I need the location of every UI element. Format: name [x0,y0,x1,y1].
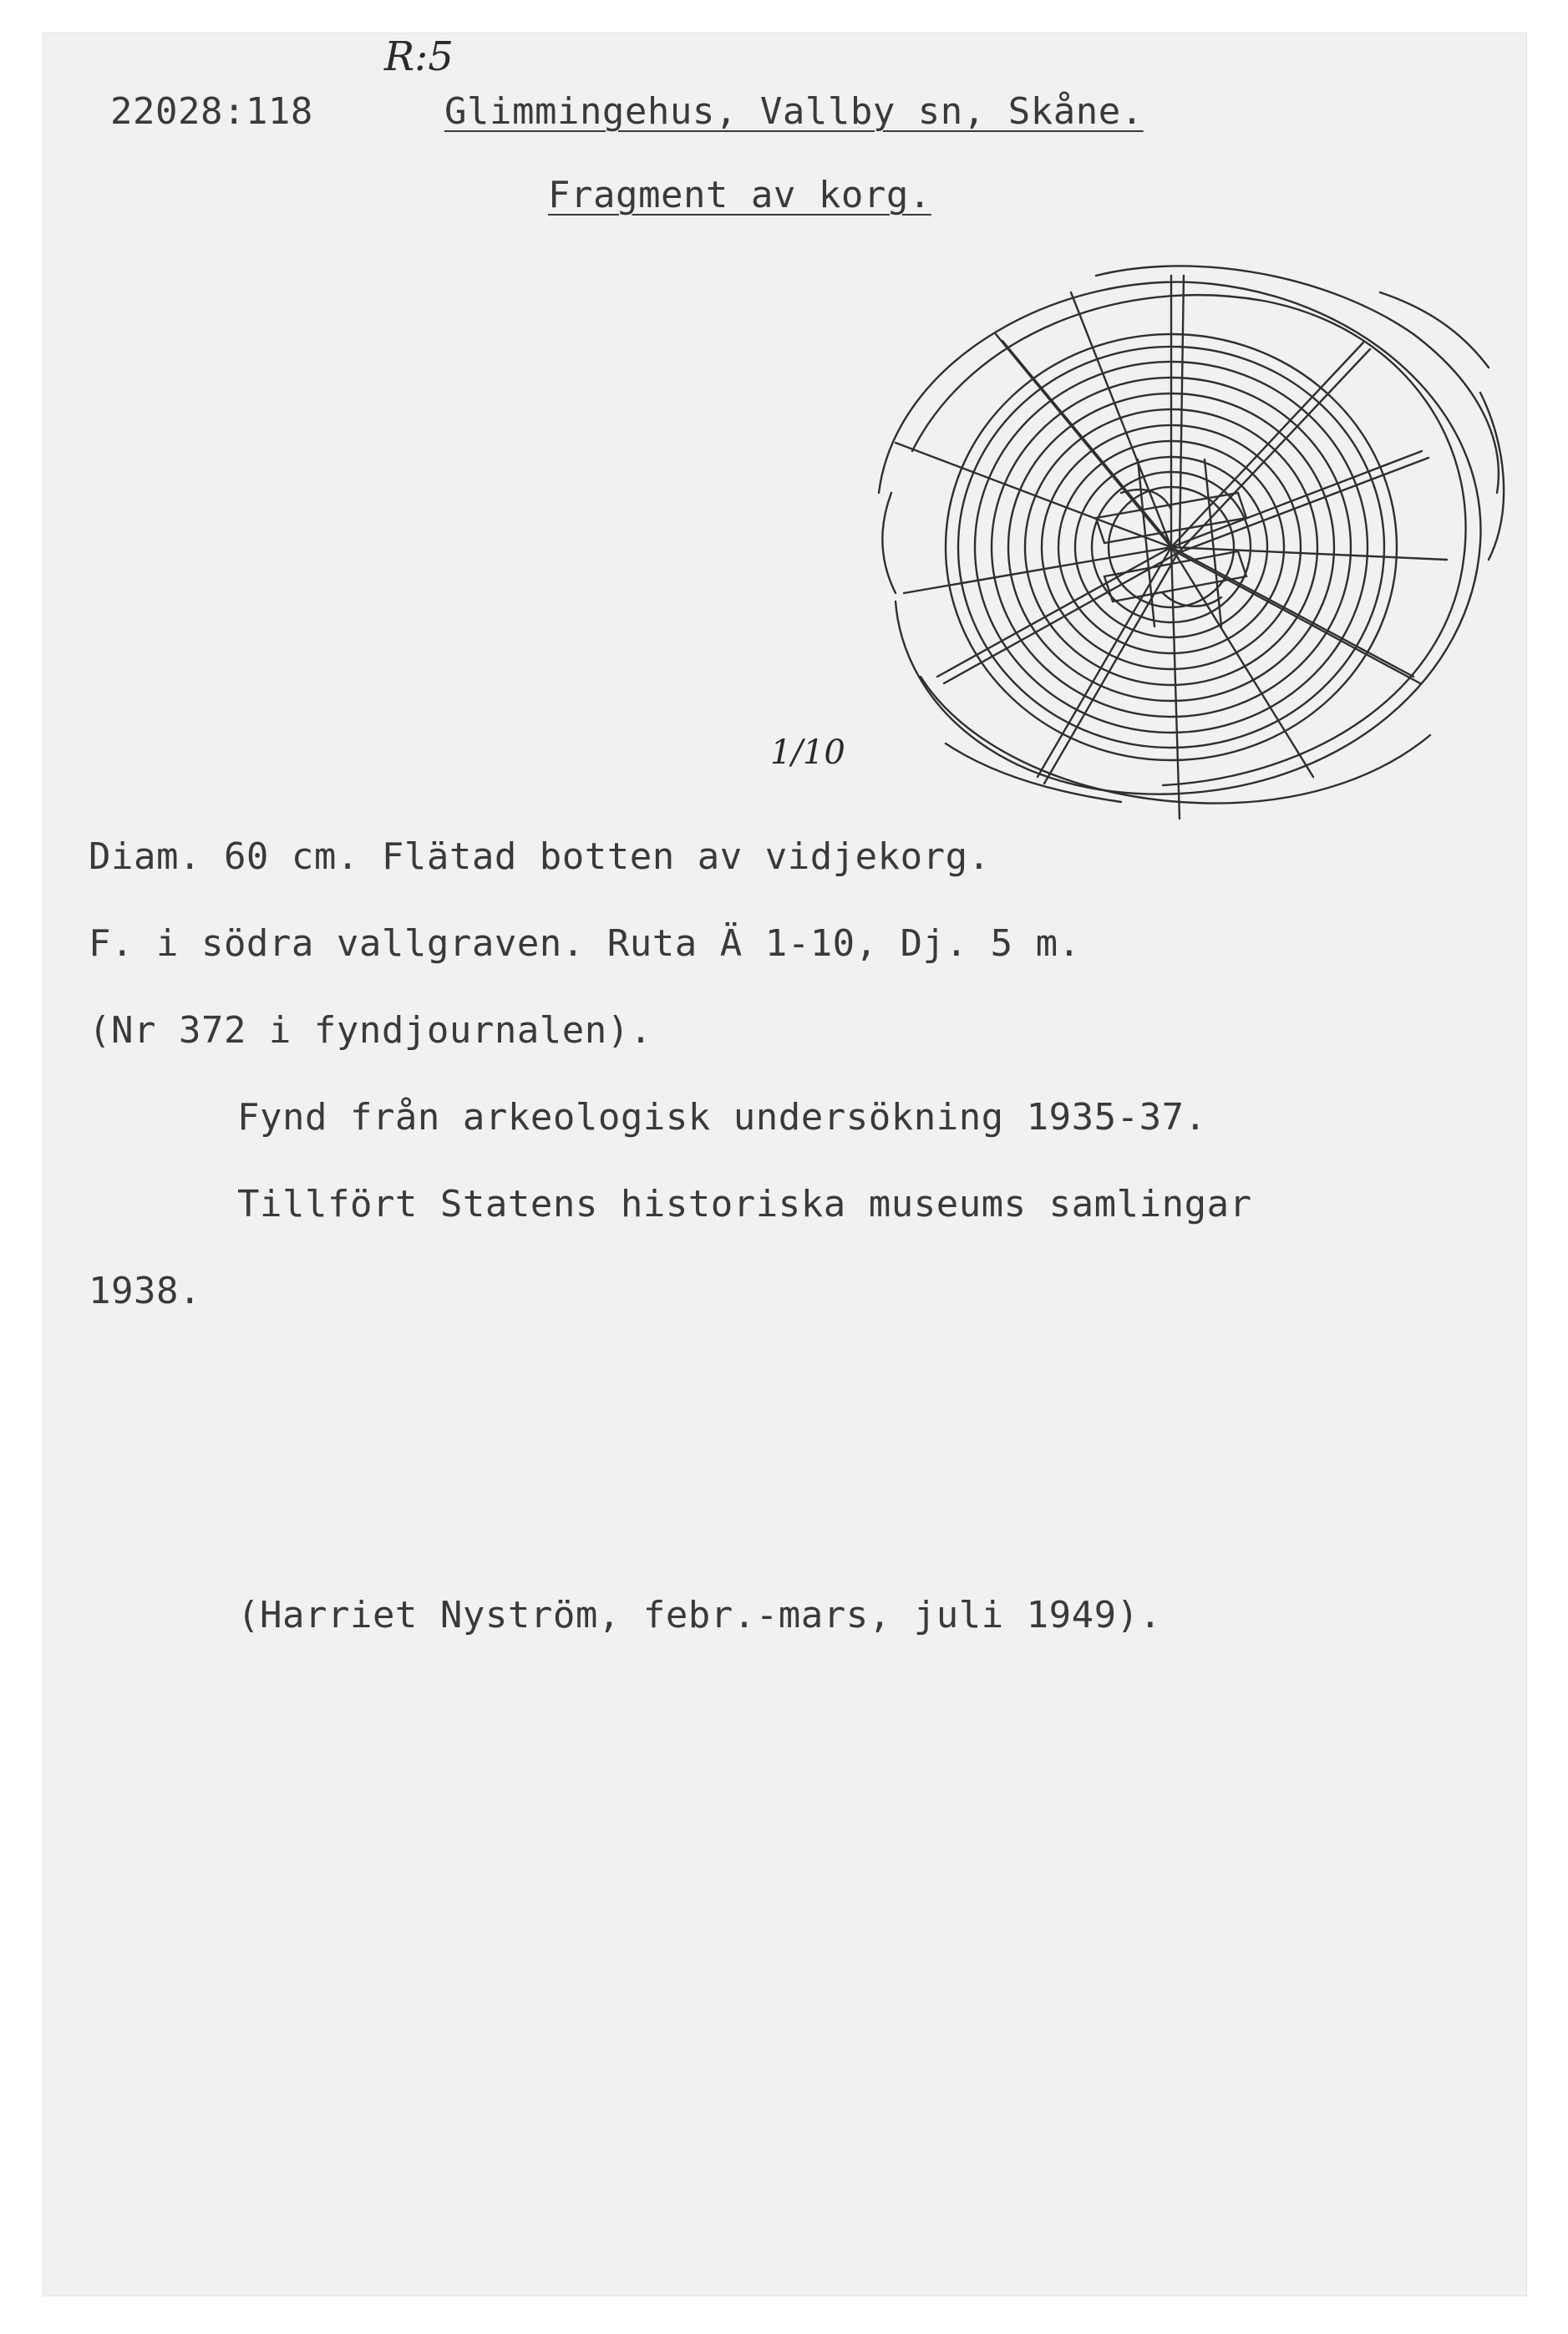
handwritten-mark: R:5 [384,33,454,80]
description-line-3: (Nr 372 i fyndjournalen). [89,1009,652,1052]
object-subtitle: Fragment av korg. [548,174,931,216]
description-line-5: Tillfört Statens historiska museums samlingar [237,1183,1252,1225]
description-line-4: Fynd från arkeologisk undersökning 1935-37. [237,1096,1207,1139]
basket-bottom-drawing [845,242,1514,877]
catalog-number: 22028:118 [110,90,313,133]
catalog-card [43,33,1526,2296]
description-line-1: Diam. 60 cm. Flätad botten av vidjekorg. [89,835,991,878]
description-line-2: F. i södra vallgraven. Ruta Ä 1-10, Dj. 5 m. [89,922,1081,965]
site-title: Glimmingehus, Vallby sn, Skåne. [444,90,1144,133]
author-note: (Harriet Nyström, febr.-mars, juli 1949). [237,1594,1162,1636]
drawing-scale-label: 1/10 [770,733,845,772]
description-line-6: 1938. [89,1270,201,1312]
